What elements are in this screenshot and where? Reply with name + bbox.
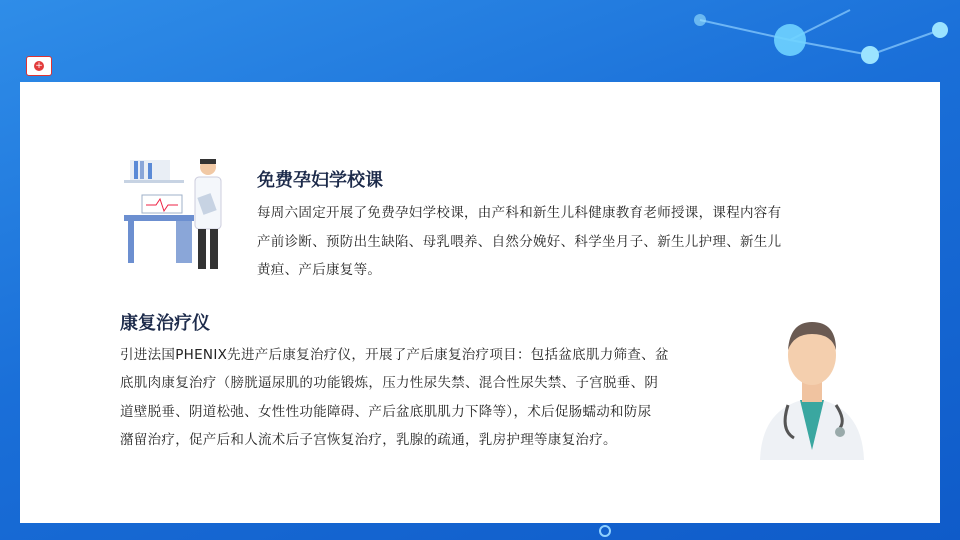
- section1-line: 产前诊断、预防出生缺陷、母乳喂养、自然分娩好、科学坐月子、新生儿护理、新生儿: [257, 234, 782, 250]
- section1-line: 黄疸、产后康复等。: [257, 262, 382, 278]
- medical-kit-icon: +: [26, 56, 52, 76]
- doctor-avatar-illustration: [752, 310, 872, 460]
- section2-line: 道壁脱垂、阴道松弛、女性性功能障碍、产后盆底肌肌力下降等），术后促肠蠕动和防尿: [120, 404, 652, 420]
- section2-title: 康复治疗仪: [120, 313, 210, 334]
- section2-line: 底肌肉康复治疗（膀胱逼尿肌的功能锻炼，压力性尿失禁、混合性尿失禁、子宫脱垂、阴: [120, 375, 659, 391]
- molecule-decoration: [640, 0, 960, 90]
- section2-line: 引进法国PHENIX先进产后康复治疗仪，开展了产后康复治疗项目：包括盆底肌力筛查、盆: [120, 347, 669, 363]
- molecule-decoration-bottom: [595, 522, 615, 540]
- section1-line: 每周六固定开展了免费孕妇学校课，由产科和新生儿科健康教育老师授课，课程内容有: [257, 205, 782, 221]
- doctor-desk-illustration: [120, 155, 240, 277]
- section2-line: 潴留治疗，促产后和人流术后子宫恢复治疗，乳腺的疏通，乳房护理等康复治疗。: [120, 432, 617, 448]
- section1-title: 免费孕妇学校课: [257, 170, 383, 191]
